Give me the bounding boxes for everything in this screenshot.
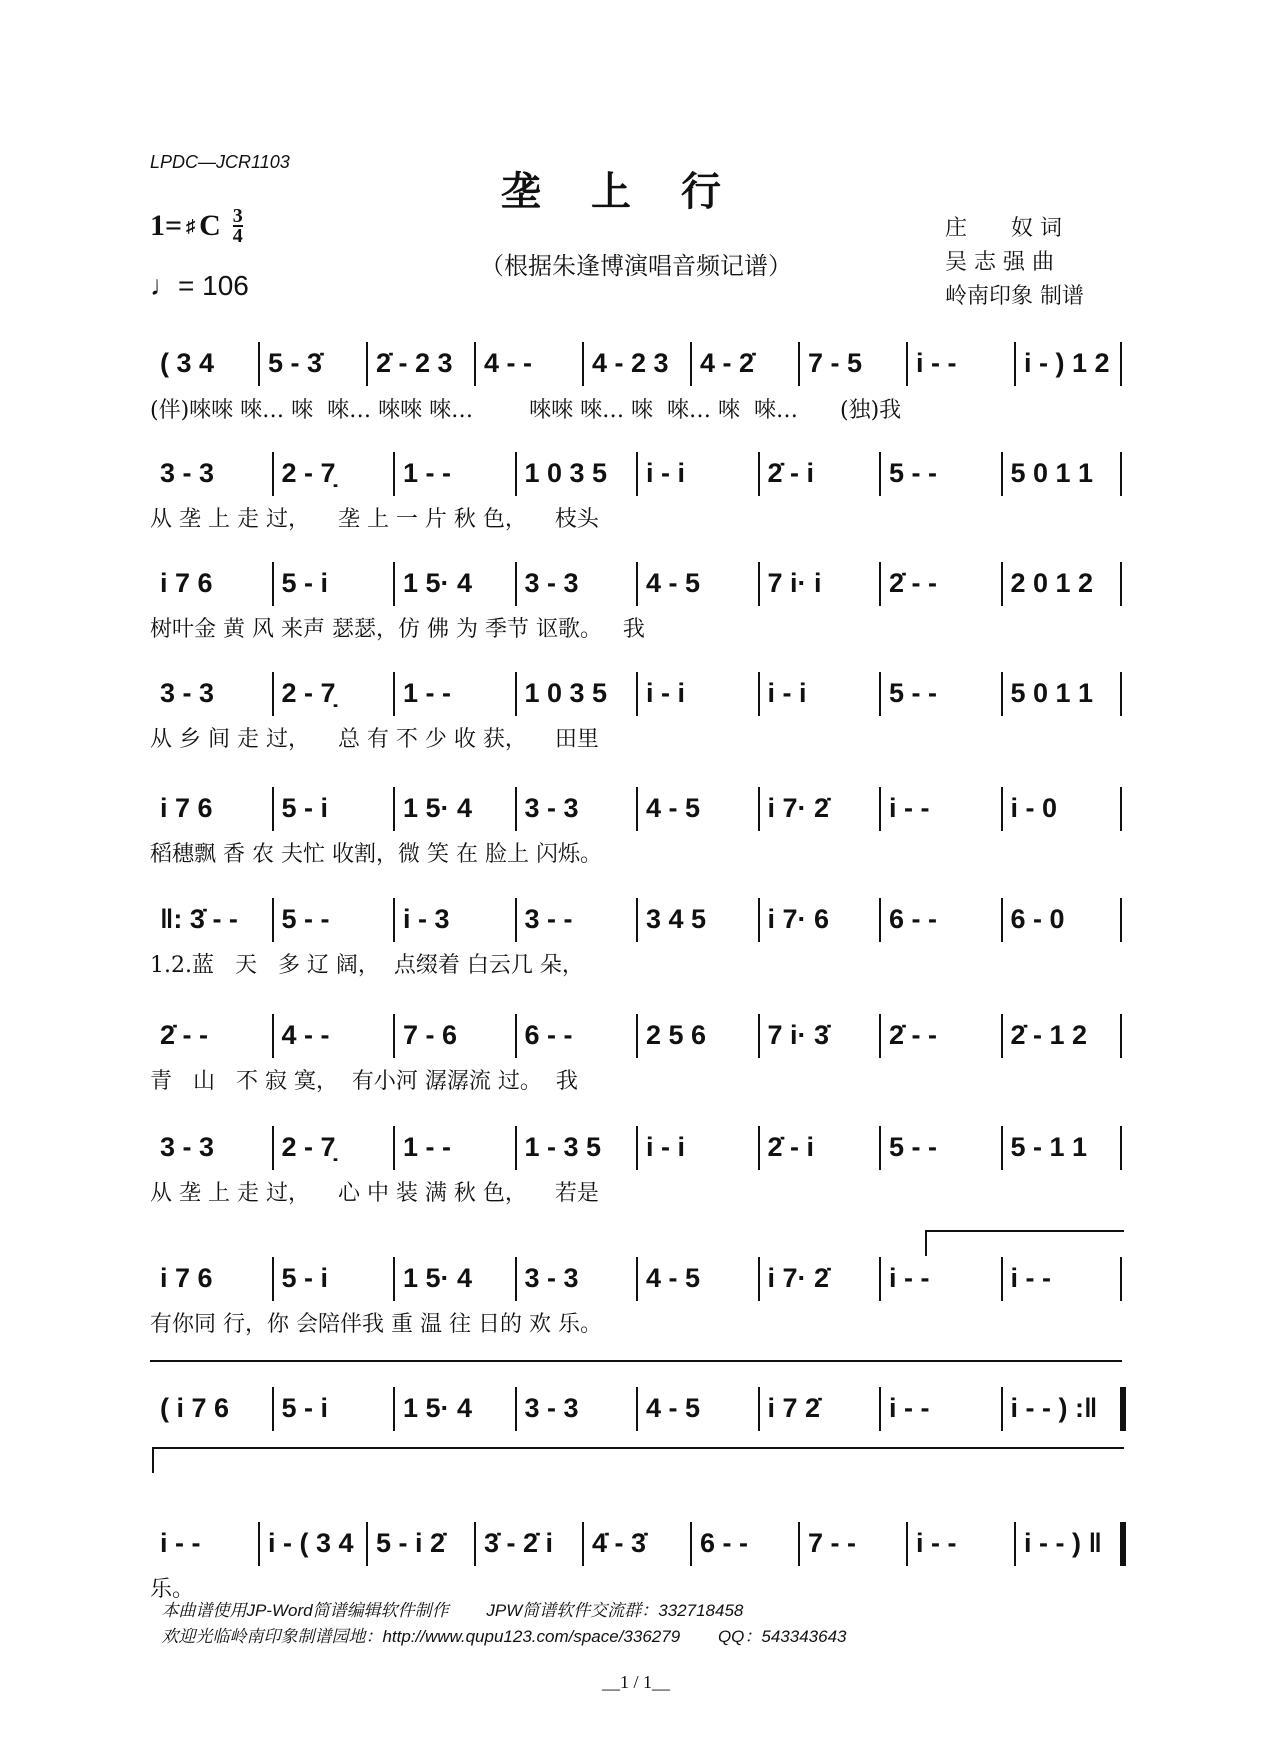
- measure: 2̇ - -: [889, 568, 938, 598]
- barline: [393, 787, 395, 831]
- measure: i 7· 2̇: [767, 793, 830, 823]
- measure: i 7 6: [160, 568, 213, 598]
- measure: 3 - -: [524, 904, 573, 934]
- measure: 2̇ - i: [767, 458, 815, 488]
- barline: [798, 342, 800, 386]
- measure: 3 - 3: [160, 678, 215, 708]
- measure: 2 - 7̣: [281, 1132, 336, 1162]
- measure: 4 - -: [281, 1020, 330, 1050]
- measure: 4 - 5: [646, 1393, 701, 1423]
- tempo-marking: [150, 270, 249, 302]
- measure: 4 - 2̇: [700, 348, 755, 378]
- barline: [393, 672, 395, 716]
- barline: [1001, 452, 1003, 496]
- barline: [272, 452, 274, 496]
- time-signature: [233, 207, 243, 245]
- measure: 2̇ - -: [160, 1020, 209, 1050]
- barline-end: [1120, 1522, 1126, 1566]
- barline: [1001, 787, 1003, 831]
- measure: 2̇ - i: [767, 1132, 815, 1162]
- barline: [636, 1387, 638, 1431]
- measure: 7 i· 3̇: [767, 1020, 830, 1050]
- lyrics-row: 树叶金 黄 风 来声 瑟瑟，仿 佛 为 季节 讴歌。 我: [150, 617, 645, 642]
- barline: [636, 1014, 638, 1058]
- barline: [515, 787, 517, 831]
- measure: i 7· 2̇: [767, 1263, 830, 1293]
- barline: [758, 672, 760, 716]
- notes-row: [150, 450, 1122, 498]
- barline: [1001, 1387, 1003, 1431]
- measure: i - ( 3 4: [268, 1528, 354, 1558]
- barline: [758, 562, 760, 606]
- barline: [393, 898, 395, 942]
- measure: 2̇ - -: [889, 1020, 938, 1050]
- barline: [1001, 1014, 1003, 1058]
- measure: i - i: [646, 678, 685, 708]
- score-line: [150, 896, 1122, 978]
- lyrics-row: (伴)唻唻 唻… 唻 唻… 唻唻 唻… 唻唻 唻… 唻 唻… 唻 唻… (独)我: [150, 398, 902, 423]
- barline: [798, 1522, 800, 1566]
- barline: [258, 1522, 260, 1566]
- footer-website: 欢迎光临岭南印象制谱园地：http://www.qupu123.com/space/336279: [161, 1627, 681, 1646]
- barline-end: [1120, 787, 1122, 831]
- measure: 3 - 3: [524, 1263, 579, 1293]
- measure: 6 - -: [889, 904, 938, 934]
- measure: i - ) 1 2: [1024, 348, 1110, 378]
- volta-1-bracket: [925, 1230, 1124, 1256]
- barline-end: [1120, 562, 1122, 606]
- notes-row: [150, 785, 1122, 833]
- barline: [515, 562, 517, 606]
- measure: 1 5· 4: [403, 1393, 473, 1423]
- barline: [906, 1522, 908, 1566]
- score-code: LPDC—JCR1103: [150, 152, 290, 172]
- subtitle: （根据朱逢博演唱音频记谱）: [480, 252, 792, 280]
- barline: [1001, 562, 1003, 606]
- score-line: [150, 560, 1122, 642]
- measure: i - 0: [1010, 793, 1058, 823]
- measure: 3 4 5: [646, 904, 707, 934]
- notes-row: [150, 1255, 1122, 1303]
- measure: i - i: [646, 458, 685, 488]
- measure: 5 - -: [281, 904, 330, 934]
- measure: i - i: [767, 678, 807, 708]
- measure: 5 0 1 1: [1010, 458, 1094, 488]
- score-line: [150, 670, 1122, 752]
- key-note: C: [199, 209, 221, 242]
- notes-row: [150, 560, 1122, 608]
- barline: [636, 1126, 638, 1170]
- credits: [945, 212, 1084, 314]
- notes-row: [150, 670, 1122, 718]
- measure: i - i: [646, 1132, 685, 1162]
- footer-line-2: [152, 1602, 847, 1647]
- barline: [1014, 342, 1016, 386]
- barline: [690, 342, 692, 386]
- barline: [636, 452, 638, 496]
- score-line: [150, 1124, 1122, 1206]
- measure: ( i 7 6: [160, 1393, 230, 1423]
- barline: [272, 1387, 274, 1431]
- barline: [758, 1387, 760, 1431]
- notes-row: [150, 1520, 1122, 1568]
- measure: 5 - i: [281, 1393, 329, 1423]
- measure: 5 - -: [889, 458, 938, 488]
- measure: 2 - 7̣: [281, 678, 336, 708]
- measure: 1 - 3 5: [524, 1132, 602, 1162]
- barline: [879, 898, 881, 942]
- barline: [393, 1257, 395, 1301]
- barline: [393, 452, 395, 496]
- measure: 4 - 5: [646, 568, 701, 598]
- measure: 3̇ - 2̇ i: [484, 1528, 554, 1558]
- footer-qq: QQ：543343643: [717, 1627, 847, 1646]
- measure: i - 3: [403, 904, 450, 934]
- barline: [636, 787, 638, 831]
- measure: 4 - 2 3: [592, 348, 669, 378]
- measure: 2̇ - 2 3: [376, 348, 453, 378]
- measure: 7 - 5: [808, 348, 863, 378]
- measure: 5 - i 2̇: [376, 1528, 446, 1558]
- barline: [582, 1522, 584, 1566]
- barline: [272, 1257, 274, 1301]
- volta-2-bracket: [152, 1447, 1124, 1473]
- barline: [879, 1126, 881, 1170]
- barline: [879, 562, 881, 606]
- sharp-icon: ♯: [186, 215, 196, 236]
- measure: 4 - -: [484, 348, 533, 378]
- measure: 3 - 3: [524, 793, 579, 823]
- measure: i 7 2̇: [767, 1393, 821, 1423]
- barline: [515, 1126, 517, 1170]
- measure: 5 - 1 1: [1010, 1132, 1088, 1162]
- barline: [272, 562, 274, 606]
- measure: 4̇ - 3̇: [592, 1528, 647, 1558]
- barline: [474, 1522, 476, 1566]
- notes-row: [150, 1385, 1122, 1433]
- measure: i - -: [889, 1263, 930, 1293]
- barline: [272, 898, 274, 942]
- notes-row: [150, 1012, 1122, 1060]
- barline-end: [1120, 1387, 1126, 1431]
- barline: [906, 342, 908, 386]
- measure: 5 - 3̇: [268, 348, 323, 378]
- page-number: __1 / 1__: [601, 1672, 670, 1692]
- measure: i - - ) ‖: [1024, 1528, 1102, 1558]
- barline-end: [1120, 898, 1122, 942]
- measure: 6 - -: [700, 1528, 749, 1558]
- measure: 1 - -: [403, 458, 452, 488]
- lyrics-row: 从 乡 间 走 过， 总 有 不 少 收 获， 田里: [150, 727, 599, 752]
- measure: i 7 6: [160, 793, 213, 823]
- measure: i - -: [889, 1393, 930, 1423]
- lyricist: 庄 奴 词: [945, 216, 1062, 241]
- measure: i - -: [916, 348, 957, 378]
- measure: 6 - 0: [1010, 904, 1065, 934]
- measure: 3 - 3: [524, 568, 579, 598]
- measure: i - -: [160, 1528, 201, 1558]
- barline: [758, 1257, 760, 1301]
- barline: [474, 342, 476, 386]
- barline: [258, 342, 260, 386]
- measure: 5 0 1 1: [1010, 678, 1094, 708]
- barline: [1001, 672, 1003, 716]
- lyrics-row: 1.2.蓝 天 多 辽 阔， 点缀着 白云几 朵，: [150, 953, 584, 978]
- quarter-note-icon: ♩: [150, 270, 178, 301]
- barline: [879, 672, 881, 716]
- key-label: 1=: [150, 209, 183, 242]
- measure: 4 - 5: [646, 1263, 701, 1293]
- score-line: [150, 1255, 1122, 1337]
- barline: [636, 562, 638, 606]
- lyrics-row: 从 垄 上 走 过， 心 中 装 满 秋 色， 若是: [150, 1181, 599, 1206]
- score-line: [150, 785, 1122, 867]
- lyrics-row: 稻穗飘 香 农 夫忙 收割，微 笑 在 脸上 闪烁。: [150, 842, 602, 867]
- barline: [515, 672, 517, 716]
- tempo-value: = 106: [178, 270, 249, 301]
- measure: 1 0 3 5: [524, 458, 608, 488]
- barline-end: [1120, 342, 1122, 386]
- measure: 2 0 1 2: [1010, 568, 1094, 598]
- measure: 5 - i: [281, 1263, 329, 1293]
- barline: [758, 1126, 760, 1170]
- measure: ( 3 4: [160, 348, 215, 378]
- arranger: 岭南印象 制谱: [945, 284, 1084, 309]
- barline: [515, 898, 517, 942]
- notes-row: [150, 340, 1122, 388]
- notes-row: [150, 896, 1122, 944]
- footer-group: JPW简谱软件交流群：332718458: [486, 1601, 744, 1620]
- barline: [393, 1126, 395, 1170]
- barline: [515, 1257, 517, 1301]
- measure: i - -: [1010, 1263, 1051, 1293]
- barline: [758, 1014, 760, 1058]
- barline: [272, 1126, 274, 1170]
- measure: 1 5· 4: [403, 568, 473, 598]
- barline: [515, 1387, 517, 1431]
- barline: [758, 452, 760, 496]
- barline: [515, 1014, 517, 1058]
- barline: [582, 342, 584, 386]
- footer-software-note: 本曲谱使用JP-Word简谱编辑软件制作: [161, 1601, 449, 1620]
- barline-end: [1120, 452, 1122, 496]
- measure: 2̇ - 1 2: [1010, 1020, 1088, 1050]
- key-signature: [150, 207, 243, 245]
- measure: 6 - -: [524, 1020, 573, 1050]
- measure: i 7 6: [160, 1263, 213, 1293]
- measure: 7 - -: [808, 1528, 857, 1558]
- barline: [879, 1387, 881, 1431]
- score-line: [150, 1012, 1122, 1094]
- barline: [1014, 1522, 1016, 1566]
- measure: i 7· 6: [767, 904, 830, 934]
- score-line: [150, 1385, 1122, 1433]
- lyrics-row: 乐。: [150, 1577, 195, 1602]
- measure: 7 - 6: [403, 1020, 458, 1050]
- time-bottom: 4: [232, 225, 243, 247]
- lyrics-row: 有你同 行，你 会陪伴我 重 温 往 日的 欢 乐。: [150, 1312, 602, 1337]
- lyrics-row: 青 山 不 寂 寞， 有小河 潺潺流 过。 我: [150, 1069, 578, 1094]
- time-top: 3: [232, 205, 243, 227]
- notes-row: [150, 1124, 1122, 1172]
- barline: [690, 1522, 692, 1566]
- barline: [758, 898, 760, 942]
- barline: [1001, 1126, 1003, 1170]
- measure: 1 5· 4: [403, 793, 473, 823]
- barline: [1001, 1257, 1003, 1301]
- measure: 1 - -: [403, 1132, 452, 1162]
- measure: 2 - 7̣: [281, 458, 336, 488]
- barline: [366, 1522, 368, 1566]
- measure: 3 - 3: [160, 458, 215, 488]
- barline-end: [1120, 1257, 1122, 1301]
- measure: 3 - 3: [524, 1393, 579, 1423]
- barline: [879, 1014, 881, 1058]
- barline: [1001, 898, 1003, 942]
- lyrics-row: 从 垄 上 走 过， 垄 上 一 片 秋 色， 枝头: [150, 507, 599, 532]
- measure: i - -: [916, 1528, 957, 1558]
- barline: [272, 787, 274, 831]
- measure: 3 - 3: [160, 1132, 215, 1162]
- score-line: [150, 450, 1122, 532]
- barline: [636, 898, 638, 942]
- measure: 2 5 6: [646, 1020, 707, 1050]
- page-title: 垄上行: [501, 168, 771, 215]
- measure: 1 - -: [403, 678, 452, 708]
- barline: [393, 562, 395, 606]
- repeat-bracket: [150, 1360, 1122, 1362]
- measure: i - - ) :‖: [1010, 1393, 1098, 1423]
- barline-end: [1120, 672, 1122, 716]
- composer: 吴 志 强 曲: [945, 250, 1054, 275]
- barline-end: [1120, 1014, 1122, 1058]
- barline: [636, 1257, 638, 1301]
- barline: [879, 787, 881, 831]
- barline: [366, 342, 368, 386]
- barline: [879, 1257, 881, 1301]
- barline: [272, 672, 274, 716]
- measure: 5 - -: [889, 678, 938, 708]
- barline: [879, 452, 881, 496]
- barline: [636, 672, 638, 716]
- measure: 5 - i: [281, 568, 329, 598]
- measure: 7 i· i: [767, 568, 822, 598]
- barline: [393, 1387, 395, 1431]
- barline: [272, 1014, 274, 1058]
- measure: i - -: [889, 793, 930, 823]
- barline: [515, 452, 517, 496]
- measure: 5 - i: [281, 793, 329, 823]
- measure: ‖: 3̇ - -: [160, 904, 238, 934]
- measure: 4 - 5: [646, 793, 701, 823]
- score-line: [150, 1520, 1122, 1602]
- barline: [393, 1014, 395, 1058]
- measure: 1 0 3 5: [524, 678, 608, 708]
- score-line: [150, 340, 1122, 423]
- barline: [758, 787, 760, 831]
- measure: 5 - -: [889, 1132, 938, 1162]
- measure: 1 5· 4: [403, 1263, 473, 1293]
- barline-end: [1120, 1126, 1122, 1170]
